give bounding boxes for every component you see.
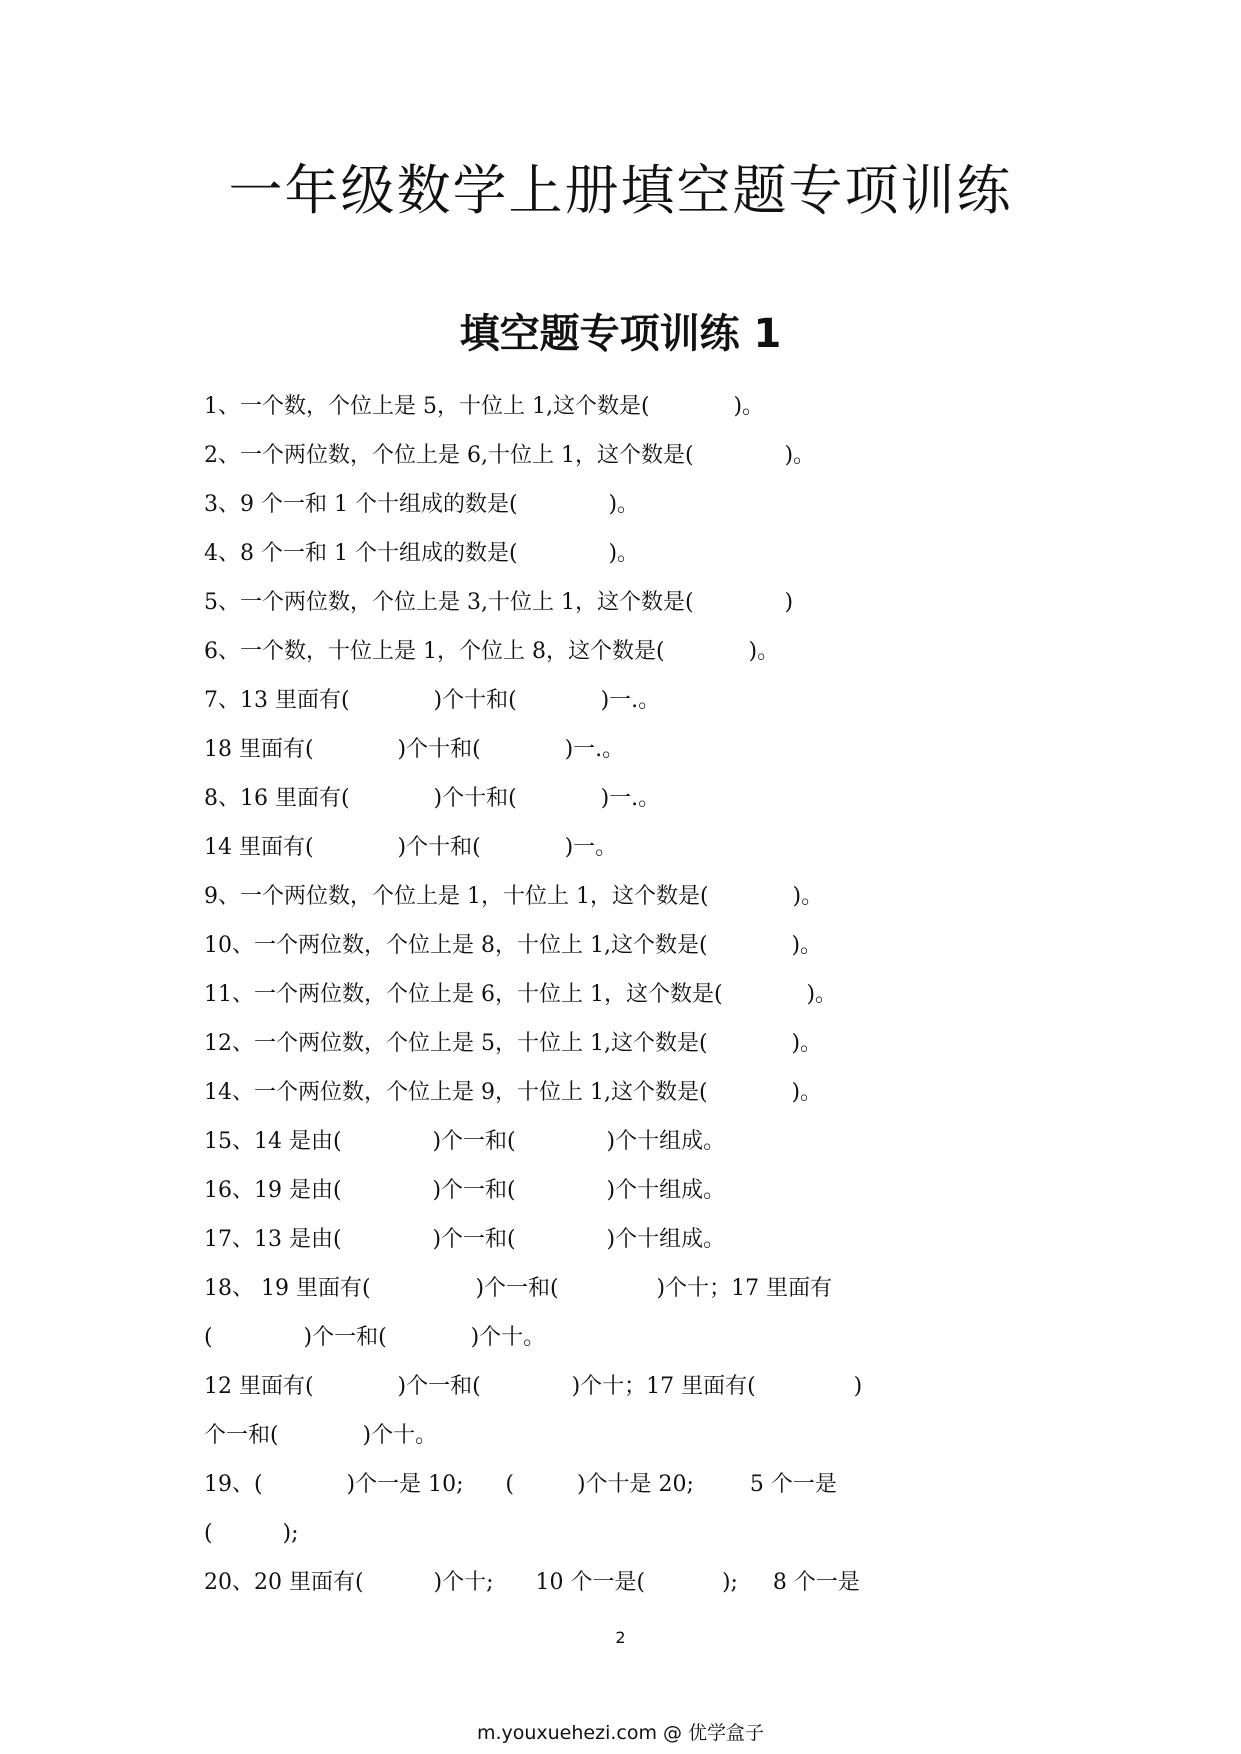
footer-watermark: m.youxuehezi.com @ 优学盒子 [476, 1722, 765, 1744]
question-line: 个一和( )个十。 [204, 1423, 438, 1448]
document-title: 一年级数学上册填空题专项训练 [228, 159, 1013, 222]
question-line: ( ); [204, 1521, 299, 1546]
question-line: 9、一个两位数，个位上是 1，十位上 1，这个数是( )。 [204, 884, 824, 909]
question-line: 18、 19 里面有( )个一和( )个十；17 里面有 [204, 1276, 833, 1301]
question-line: 17、13 是由( )个一和( )个十组成。 [204, 1227, 726, 1252]
question-list [204, 382, 1054, 1607]
question-line: 1、一个数，个位上是 5，十位上 1,这个数是( )。 [204, 394, 765, 419]
question-line: 8、16 里面有( )个十和( )一.。 [204, 786, 661, 811]
question-line: 4、8 个一和 1 个十组成的数是( )。 [204, 541, 640, 566]
question-line: 20、20 里面有( )个十; 10 个一是( ); 8 个一是 [204, 1570, 860, 1595]
question-line: 15、14 是由( )个一和( )个十组成。 [204, 1129, 726, 1154]
section-title: 填空题专项训练 1 [459, 311, 782, 357]
page-number: 2 [615, 1628, 626, 1647]
question-line: 14、一个两位数，个位上是 9，十位上 1,这个数是( )。 [204, 1080, 823, 1105]
question-line: 11、一个两位数，个位上是 6，十位上 1，这个数是( )。 [204, 982, 838, 1007]
question-line: 5、一个两位数，个位上是 3,十位上 1，这个数是( ) [204, 590, 794, 615]
question-line: 16、19 是由( )个一和( )个十组成。 [204, 1178, 726, 1203]
question-line: 7、13 里面有( )个十和( )一.。 [204, 688, 661, 713]
question-line: 19、( )个一是 10; ( )个十是 20; 5 个一是 [204, 1472, 837, 1497]
question-line: 6、一个数，十位上是 1，个位上 8，这个数是( )。 [204, 639, 780, 664]
question-line: 18 里面有( )个十和( )一.。 [204, 737, 625, 762]
question-line: 12、一个两位数，个位上是 5，十位上 1,这个数是( )。 [204, 1031, 823, 1056]
question-line: 14 里面有( )个十和( )一。 [204, 835, 618, 860]
question-line: ( )个一和( )个十。 [204, 1325, 546, 1350]
question-line: 12 里面有( )个一和( )个十；17 里面有( ) [204, 1374, 863, 1399]
question-line: 2、一个两位数，个位上是 6,十位上 1，这个数是( )。 [204, 443, 816, 468]
question-line: 3、9 个一和 1 个十组成的数是( )。 [204, 492, 640, 517]
question-line: 10、一个两位数，个位上是 8，十位上 1,这个数是( )。 [204, 933, 823, 958]
